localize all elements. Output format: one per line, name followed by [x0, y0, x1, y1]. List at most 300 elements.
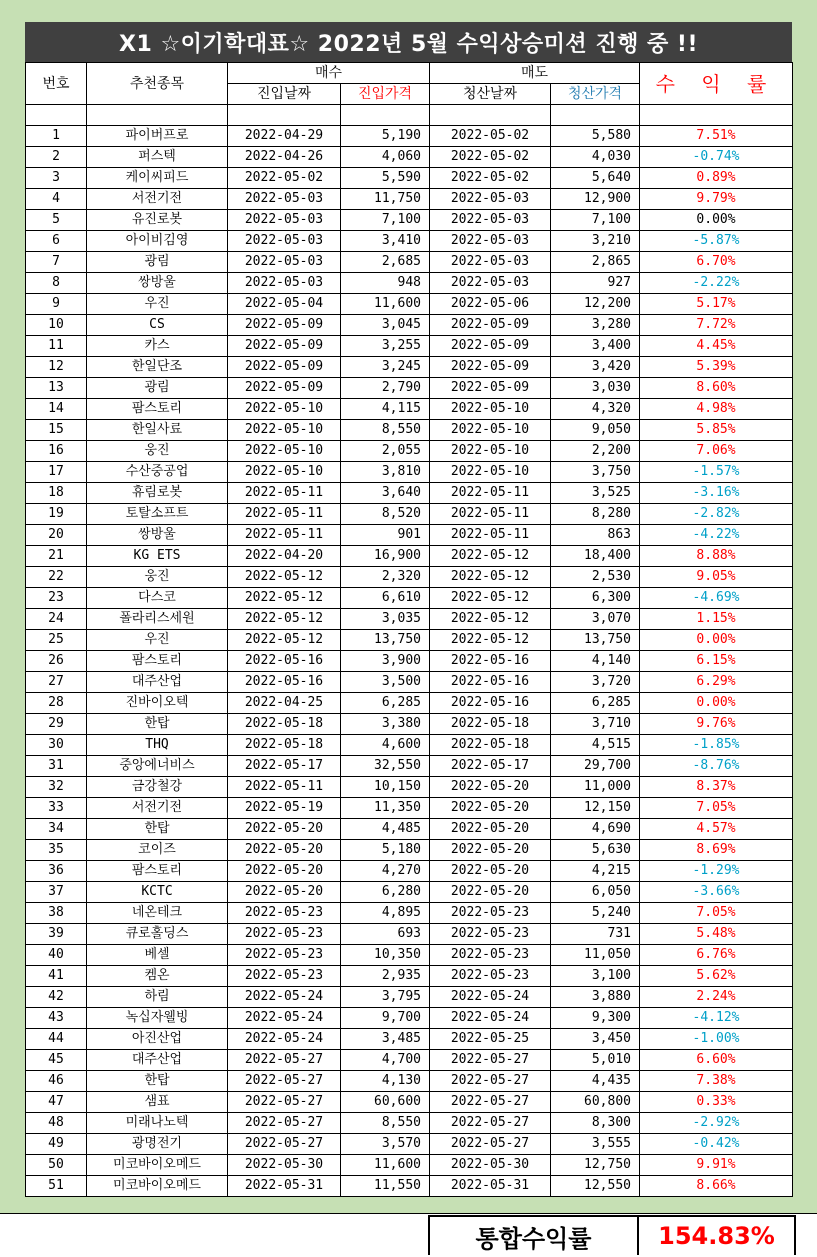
row-sell-price: 12,900	[551, 189, 640, 210]
row-profit: 8.66%	[640, 1176, 793, 1197]
table-row	[26, 693, 793, 714]
row-buy-date: 2022-05-11	[228, 525, 341, 546]
row-sell-date: 2022-05-12	[430, 588, 551, 609]
row-buy-date: 2022-05-24	[228, 987, 341, 1008]
row-profit: -4.69%	[640, 588, 793, 609]
row-sell-price: 5,630	[551, 840, 640, 861]
row-sell-date: 2022-05-11	[430, 525, 551, 546]
row-buy-date: 2022-05-24	[228, 1029, 341, 1050]
row-stock: 하림	[87, 987, 228, 1008]
row-sell-date: 2022-05-27	[430, 1113, 551, 1134]
row-buy-date: 2022-04-29	[228, 126, 341, 147]
table-row	[26, 231, 793, 252]
row-buy-date: 2022-05-12	[228, 567, 341, 588]
row-buy-date: 2022-04-25	[228, 693, 341, 714]
row-buy-date: 2022-05-24	[228, 1008, 341, 1029]
row-buy-date: 2022-05-27	[228, 1092, 341, 1113]
row-profit: 8.69%	[640, 840, 793, 861]
row-buy-date: 2022-05-16	[228, 651, 341, 672]
row-sell-price: 5,580	[551, 126, 640, 147]
row-profit: 5.85%	[640, 420, 793, 441]
row-buy-date: 2022-05-18	[228, 714, 341, 735]
row-no: 49	[26, 1134, 87, 1155]
row-profit: -2.92%	[640, 1113, 793, 1134]
table-row	[26, 336, 793, 357]
row-no: 11	[26, 336, 87, 357]
table-row	[26, 1092, 793, 1113]
row-buy-price: 3,810	[341, 462, 430, 483]
row-sell-date: 2022-05-27	[430, 1092, 551, 1113]
row-stock: 녹십자웰빙	[87, 1008, 228, 1029]
row-buy-price: 4,600	[341, 735, 430, 756]
row-stock: 한탑	[87, 1071, 228, 1092]
row-no: 10	[26, 315, 87, 336]
row-buy-price: 901	[341, 525, 430, 546]
row-buy-price: 948	[341, 273, 430, 294]
table-row	[26, 525, 793, 546]
row-sell-date: 2022-05-12	[430, 630, 551, 651]
row-sell-price: 5,010	[551, 1050, 640, 1071]
row-buy-price: 3,410	[341, 231, 430, 252]
row-buy-price: 5,590	[341, 168, 430, 189]
row-no: 20	[26, 525, 87, 546]
row-profit: 9.79%	[640, 189, 793, 210]
table-row	[26, 462, 793, 483]
row-no: 5	[26, 210, 87, 231]
row-sell-price: 3,720	[551, 672, 640, 693]
row-stock: 팜스토리	[87, 861, 228, 882]
row-buy-price: 4,485	[341, 819, 430, 840]
row-sell-price: 6,300	[551, 588, 640, 609]
row-no: 7	[26, 252, 87, 273]
row-sell-price: 9,050	[551, 420, 640, 441]
row-stock: 수산중공업	[87, 462, 228, 483]
row-buy-date: 2022-05-02	[228, 168, 341, 189]
row-sell-date: 2022-05-20	[430, 882, 551, 903]
row-buy-price: 2,790	[341, 378, 430, 399]
table-row	[26, 399, 793, 420]
row-sell-date: 2022-05-09	[430, 357, 551, 378]
row-profit: 8.60%	[640, 378, 793, 399]
row-buy-date: 2022-05-23	[228, 945, 341, 966]
header-buy: 매수	[228, 63, 430, 84]
row-sell-date: 2022-05-23	[430, 966, 551, 987]
row-no: 30	[26, 735, 87, 756]
row-stock: 다스코	[87, 588, 228, 609]
row-profit: 7.38%	[640, 1071, 793, 1092]
table-row	[26, 315, 793, 336]
row-buy-price: 3,570	[341, 1134, 430, 1155]
row-buy-price: 4,700	[341, 1050, 430, 1071]
row-sell-price: 12,550	[551, 1176, 640, 1197]
row-stock: 파이버프로	[87, 126, 228, 147]
table-row	[26, 441, 793, 462]
row-sell-date: 2022-05-02	[430, 168, 551, 189]
row-buy-price: 4,895	[341, 903, 430, 924]
table-row	[26, 504, 793, 525]
row-buy-date: 2022-05-11	[228, 483, 341, 504]
row-no: 18	[26, 483, 87, 504]
row-buy-date: 2022-05-30	[228, 1155, 341, 1176]
row-sell-price: 4,320	[551, 399, 640, 420]
row-sell-price: 9,300	[551, 1008, 640, 1029]
table-row	[26, 882, 793, 903]
row-buy-price: 3,900	[341, 651, 430, 672]
row-sell-date: 2022-05-16	[430, 672, 551, 693]
table-row	[26, 1134, 793, 1155]
row-sell-date: 2022-05-18	[430, 735, 551, 756]
row-no: 2	[26, 147, 87, 168]
row-profit: 8.37%	[640, 777, 793, 798]
row-sell-price: 4,030	[551, 147, 640, 168]
row-sell-price: 731	[551, 924, 640, 945]
row-stock: 대주산업	[87, 672, 228, 693]
row-stock: 서전기전	[87, 189, 228, 210]
row-sell-date: 2022-05-16	[430, 651, 551, 672]
row-buy-price: 4,130	[341, 1071, 430, 1092]
row-stock: 중앙에너비스	[87, 756, 228, 777]
row-profit: 8.88%	[640, 546, 793, 567]
row-sell-date: 2022-05-09	[430, 315, 551, 336]
table-row	[26, 483, 793, 504]
row-sell-date: 2022-05-16	[430, 693, 551, 714]
row-buy-date: 2022-05-10	[228, 420, 341, 441]
table-row	[26, 840, 793, 861]
row-buy-date: 2022-05-12	[228, 588, 341, 609]
table-row	[26, 1113, 793, 1134]
table-row	[26, 987, 793, 1008]
table-row	[26, 735, 793, 756]
header-no: 번호	[26, 63, 87, 105]
row-buy-date: 2022-05-17	[228, 756, 341, 777]
table-row	[26, 651, 793, 672]
row-no: 19	[26, 504, 87, 525]
row-profit: 5.48%	[640, 924, 793, 945]
row-no: 29	[26, 714, 87, 735]
table-row	[26, 189, 793, 210]
row-stock: 미코바이오메드	[87, 1176, 228, 1197]
page-title: X1 ☆이기학대표☆ 2022년 5월 수익상승미션 진행 중 !!	[25, 22, 792, 62]
row-no: 21	[26, 546, 87, 567]
row-buy-date: 2022-05-20	[228, 840, 341, 861]
row-stock: 베셀	[87, 945, 228, 966]
row-no: 1	[26, 126, 87, 147]
row-no: 47	[26, 1092, 87, 1113]
row-no: 44	[26, 1029, 87, 1050]
row-stock: 웅진	[87, 441, 228, 462]
row-sell-price: 7,100	[551, 210, 640, 231]
row-profit: 7.72%	[640, 315, 793, 336]
row-no: 25	[26, 630, 87, 651]
row-buy-date: 2022-05-03	[228, 273, 341, 294]
row-sell-date: 2022-05-27	[430, 1134, 551, 1155]
row-stock: 한일단조	[87, 357, 228, 378]
row-sell-price: 60,800	[551, 1092, 640, 1113]
row-no: 13	[26, 378, 87, 399]
table-row	[26, 945, 793, 966]
row-buy-date: 2022-05-10	[228, 441, 341, 462]
row-no: 3	[26, 168, 87, 189]
row-sell-date: 2022-05-25	[430, 1029, 551, 1050]
row-no: 12	[26, 357, 87, 378]
row-profit: 5.62%	[640, 966, 793, 987]
row-sell-price: 3,070	[551, 609, 640, 630]
row-buy-price: 2,320	[341, 567, 430, 588]
row-buy-price: 6,610	[341, 588, 430, 609]
row-profit: -5.87%	[640, 231, 793, 252]
row-sell-date: 2022-05-10	[430, 399, 551, 420]
row-stock: 우진	[87, 630, 228, 651]
row-profit: -0.42%	[640, 1134, 793, 1155]
trade-table-container	[25, 62, 792, 1197]
row-buy-date: 2022-05-31	[228, 1176, 341, 1197]
row-buy-date: 2022-05-20	[228, 819, 341, 840]
row-no: 45	[26, 1050, 87, 1071]
row-profit: -8.76%	[640, 756, 793, 777]
row-buy-date: 2022-05-19	[228, 798, 341, 819]
row-sell-price: 3,030	[551, 378, 640, 399]
row-no: 15	[26, 420, 87, 441]
row-sell-price: 4,215	[551, 861, 640, 882]
row-profit: 2.24%	[640, 987, 793, 1008]
row-profit: -2.22%	[640, 273, 793, 294]
row-sell-price: 3,880	[551, 987, 640, 1008]
row-buy-price: 13,750	[341, 630, 430, 651]
row-stock: 광림	[87, 252, 228, 273]
row-no: 17	[26, 462, 87, 483]
row-sell-price: 927	[551, 273, 640, 294]
row-profit: 0.00%	[640, 630, 793, 651]
row-buy-price: 60,600	[341, 1092, 430, 1113]
table-row	[26, 1176, 793, 1197]
spacer-row	[26, 105, 793, 126]
row-stock: 샘표	[87, 1092, 228, 1113]
row-buy-date: 2022-05-09	[228, 336, 341, 357]
row-no: 51	[26, 1176, 87, 1197]
header-buy-date: 진입날짜	[228, 84, 341, 105]
row-sell-date: 2022-05-10	[430, 462, 551, 483]
row-profit: 9.05%	[640, 567, 793, 588]
row-profit: -3.66%	[640, 882, 793, 903]
table-row	[26, 252, 793, 273]
row-profit: -4.22%	[640, 525, 793, 546]
row-sell-price: 2,530	[551, 567, 640, 588]
table-row	[26, 777, 793, 798]
row-sell-price: 4,435	[551, 1071, 640, 1092]
row-stock: 미래나노텍	[87, 1113, 228, 1134]
row-buy-date: 2022-05-03	[228, 189, 341, 210]
row-buy-date: 2022-05-10	[228, 462, 341, 483]
row-profit: 4.98%	[640, 399, 793, 420]
row-sell-price: 11,050	[551, 945, 640, 966]
row-buy-price: 9,700	[341, 1008, 430, 1029]
row-stock: 광림	[87, 378, 228, 399]
row-profit: 0.33%	[640, 1092, 793, 1113]
table-row	[26, 1071, 793, 1092]
row-buy-price: 693	[341, 924, 430, 945]
table-row	[26, 588, 793, 609]
table-row	[26, 567, 793, 588]
row-profit: -0.74%	[640, 147, 793, 168]
row-buy-date: 2022-05-11	[228, 504, 341, 525]
row-sell-price: 3,710	[551, 714, 640, 735]
row-profit: 0.00%	[640, 210, 793, 231]
row-buy-price: 11,350	[341, 798, 430, 819]
table-row	[26, 861, 793, 882]
row-stock: 미코바이오메드	[87, 1155, 228, 1176]
row-sell-price: 4,515	[551, 735, 640, 756]
row-sell-price: 12,150	[551, 798, 640, 819]
row-sell-date: 2022-05-03	[430, 231, 551, 252]
row-profit: 9.91%	[640, 1155, 793, 1176]
row-no: 8	[26, 273, 87, 294]
table-row	[26, 273, 793, 294]
row-buy-price: 11,600	[341, 294, 430, 315]
row-buy-date: 2022-05-10	[228, 399, 341, 420]
row-sell-price: 3,100	[551, 966, 640, 987]
table-row	[26, 378, 793, 399]
row-buy-price: 10,150	[341, 777, 430, 798]
table-row	[26, 168, 793, 189]
row-stock: 팜스토리	[87, 651, 228, 672]
row-sell-date: 2022-05-24	[430, 987, 551, 1008]
row-buy-date: 2022-05-03	[228, 252, 341, 273]
table-row	[26, 798, 793, 819]
row-sell-price: 5,240	[551, 903, 640, 924]
row-sell-date: 2022-05-17	[430, 756, 551, 777]
row-no: 28	[26, 693, 87, 714]
row-buy-date: 2022-05-09	[228, 315, 341, 336]
row-sell-date: 2022-05-31	[430, 1176, 551, 1197]
row-profit: 6.60%	[640, 1050, 793, 1071]
row-sell-price: 29,700	[551, 756, 640, 777]
table-row	[26, 714, 793, 735]
row-buy-price: 2,055	[341, 441, 430, 462]
row-profit: 9.76%	[640, 714, 793, 735]
row-sell-date: 2022-05-03	[430, 189, 551, 210]
header-sell-price: 청산가격	[551, 84, 640, 105]
row-stock: 네온테크	[87, 903, 228, 924]
row-profit: -1.29%	[640, 861, 793, 882]
row-sell-date: 2022-05-20	[430, 861, 551, 882]
row-sell-date: 2022-05-09	[430, 378, 551, 399]
table-row	[26, 819, 793, 840]
row-sell-date: 2022-05-27	[430, 1071, 551, 1092]
table-row	[26, 1050, 793, 1071]
row-sell-date: 2022-05-11	[430, 504, 551, 525]
row-sell-price: 8,280	[551, 504, 640, 525]
row-buy-price: 11,750	[341, 189, 430, 210]
row-stock: 아이비김영	[87, 231, 228, 252]
row-sell-date: 2022-05-02	[430, 126, 551, 147]
table-row	[26, 966, 793, 987]
table-row	[26, 672, 793, 693]
row-buy-price: 10,350	[341, 945, 430, 966]
row-sell-date: 2022-05-12	[430, 567, 551, 588]
row-no: 36	[26, 861, 87, 882]
row-sell-price: 13,750	[551, 630, 640, 651]
row-profit: 6.76%	[640, 945, 793, 966]
row-no: 22	[26, 567, 87, 588]
row-profit: 6.70%	[640, 252, 793, 273]
row-buy-date: 2022-05-23	[228, 903, 341, 924]
row-stock: 한탑	[87, 714, 228, 735]
row-profit: 4.57%	[640, 819, 793, 840]
row-buy-date: 2022-05-11	[228, 777, 341, 798]
row-profit: -3.16%	[640, 483, 793, 504]
row-sell-price: 12,200	[551, 294, 640, 315]
row-no: 34	[26, 819, 87, 840]
table-row	[26, 1008, 793, 1029]
row-sell-date: 2022-05-03	[430, 252, 551, 273]
row-buy-date: 2022-05-20	[228, 861, 341, 882]
row-sell-price: 3,450	[551, 1029, 640, 1050]
row-buy-date: 2022-05-03	[228, 210, 341, 231]
row-no: 33	[26, 798, 87, 819]
row-sell-price: 6,285	[551, 693, 640, 714]
row-sell-date: 2022-05-03	[430, 273, 551, 294]
table-row	[26, 630, 793, 651]
row-stock: 쌍방울	[87, 525, 228, 546]
table-row	[26, 756, 793, 777]
row-buy-price: 3,640	[341, 483, 430, 504]
row-profit: -1.85%	[640, 735, 793, 756]
row-sell-date: 2022-05-12	[430, 546, 551, 567]
row-sell-date: 2022-05-09	[430, 336, 551, 357]
row-buy-price: 6,285	[341, 693, 430, 714]
row-stock: 토탈소프트	[87, 504, 228, 525]
row-buy-price: 2,685	[341, 252, 430, 273]
row-stock: 우진	[87, 294, 228, 315]
row-buy-price: 11,550	[341, 1176, 430, 1197]
row-no: 24	[26, 609, 87, 630]
row-sell-price: 6,050	[551, 882, 640, 903]
row-profit: 5.39%	[640, 357, 793, 378]
row-no: 31	[26, 756, 87, 777]
row-profit: -2.82%	[640, 504, 793, 525]
row-stock: 쌍방울	[87, 273, 228, 294]
row-stock: CS	[87, 315, 228, 336]
row-buy-price: 2,935	[341, 966, 430, 987]
row-stock: 휴림로봇	[87, 483, 228, 504]
row-no: 41	[26, 966, 87, 987]
row-buy-date: 2022-05-18	[228, 735, 341, 756]
row-buy-price: 16,900	[341, 546, 430, 567]
row-buy-price: 5,190	[341, 126, 430, 147]
row-sell-date: 2022-05-20	[430, 777, 551, 798]
row-buy-price: 4,060	[341, 147, 430, 168]
row-sell-date: 2022-05-30	[430, 1155, 551, 1176]
table-row	[26, 126, 793, 147]
table-row	[26, 420, 793, 441]
row-sell-price: 3,400	[551, 336, 640, 357]
row-buy-price: 7,100	[341, 210, 430, 231]
row-stock: 카스	[87, 336, 228, 357]
row-sell-date: 2022-05-18	[430, 714, 551, 735]
row-no: 23	[26, 588, 87, 609]
row-no: 48	[26, 1113, 87, 1134]
row-sell-price: 2,865	[551, 252, 640, 273]
row-no: 4	[26, 189, 87, 210]
row-buy-date: 2022-05-12	[228, 630, 341, 651]
row-stock: 케이씨피드	[87, 168, 228, 189]
row-stock: THQ	[87, 735, 228, 756]
row-sell-price: 12,750	[551, 1155, 640, 1176]
row-no: 40	[26, 945, 87, 966]
total-value: 154.83%	[637, 1215, 796, 1255]
row-buy-price: 3,380	[341, 714, 430, 735]
row-no: 26	[26, 651, 87, 672]
